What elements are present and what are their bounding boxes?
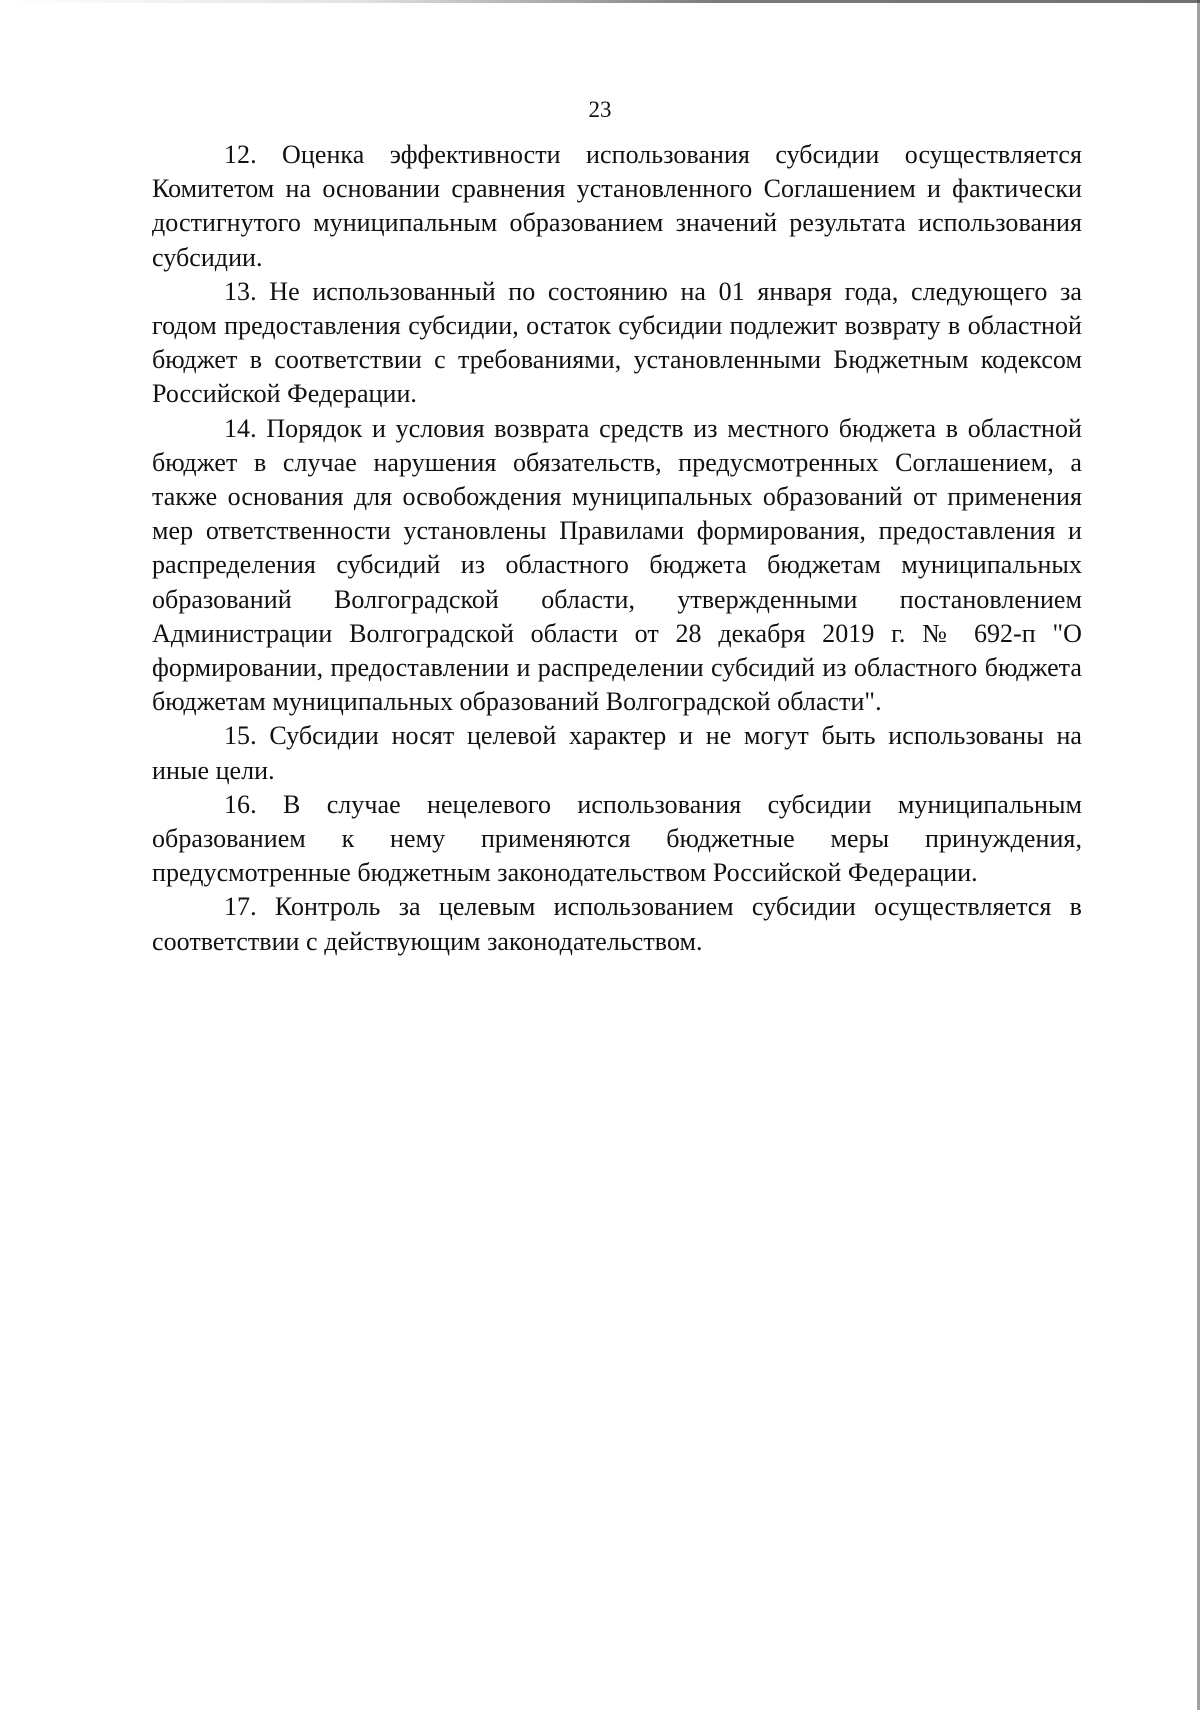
- paragraph-12: 12. Оценка эффективности использования субсидии осуществляется Комитетом на основании сравнения установленного Соглашением и фактически достигнутого муниципальным образованием значений результата использования субсидии.: [152, 140, 1082, 272]
- paragraph-16: 16. В случае нецелевого использования субсидии муниципальным образованием к нему применяются бюджетные меры принуждения, предусмотренные бюджетным законодательством Российской Федерации.: [152, 789, 1082, 888]
- document-body: [152, 138, 1082, 959]
- scan-edge-top: [0, 0, 1200, 3]
- paragraph-13: 13. Не использованный по состоянию на 01 января года, следующего за годом предоставления субсидии, остаток субсидии подлежит возврату в областной бюджет в соответствии с требованиями, установленными Бюджетным кодексом Российской Федерации.: [152, 276, 1082, 409]
- paragraph-14: 14. Порядок и условия возврата средств из местного бюджета в областной бюджет в случае нарушения обязательств, предусмотренных Соглашением, а также основания для освобождения муниципальных образований от применения мер ответственности установлены Правилами формирования, предоставления и распределения субсидий из областного бюджета бюджетам муниципальных образований Волгоградской области, утвержденными постановлением Администрации Волгоградской области от 28 декабря 2019 г. № 692-п "О формировании, предоставлении и распределении субсидий из областного бюджета бюджетам муниципальных образований Волгоградской области".: [152, 413, 1082, 717]
- paragraph-17: 17. Контроль за целевым использованием субсидии осуществляется в соответствии с действующим законодательством.: [152, 892, 1082, 956]
- paragraph-15: 15. Субсидии носят целевой характер и не могут быть использованы на иные цели.: [152, 721, 1082, 785]
- page-number: 23: [588, 97, 612, 122]
